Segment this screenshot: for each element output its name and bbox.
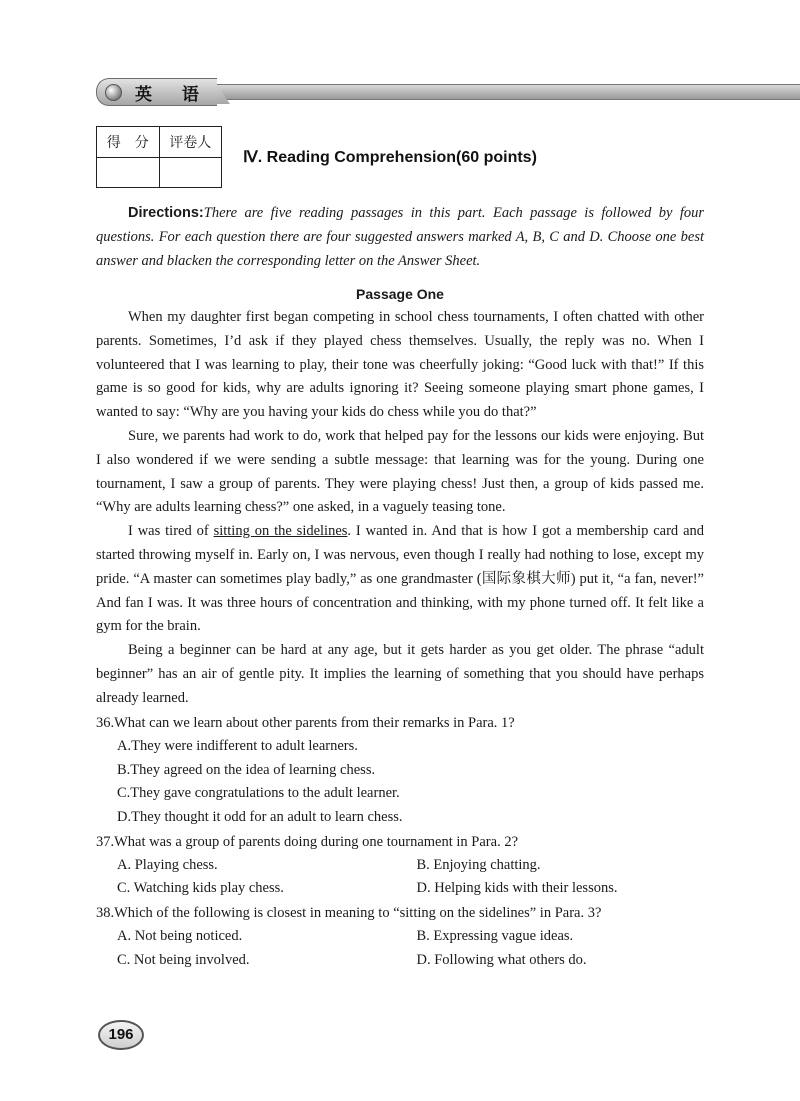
- question-stem: 38.Which of the following is closest in meaning to “sitting on the sidelines” in Para. 3?: [96, 905, 602, 922]
- option-c: C. Watching kids play chess.: [117, 880, 284, 897]
- directions: [96, 201, 704, 273]
- score-header: 得 分: [97, 127, 160, 158]
- option-c: C.They gave congratulations to the adult learner.: [117, 785, 400, 802]
- bullet-icon: [105, 84, 122, 101]
- option-row: [96, 925, 716, 949]
- passage-title: Passage One: [356, 286, 444, 302]
- passage-paragraph-2: Sure, we parents had work to do, work that helped pay for the lessons our kids were enjoying. But I also wondered if we were sending a subtle message: that learning was for the young. During one tournament, I saw a group of parents. They were playing chess! Just then, a group of kids passed me. “Why are adults learning chess?” one asked, in a vaguely teasing tone.: [96, 427, 704, 516]
- option-d: D. Following what others do.: [416, 951, 587, 968]
- subject-banner: [96, 78, 800, 104]
- option-c: C. Not being involved.: [117, 951, 250, 968]
- p3-before: I was tired of: [128, 523, 214, 540]
- option-row: [96, 949, 716, 973]
- option-d: D. Helping kids with their lessons.: [416, 880, 618, 897]
- option-a: A. Playing chess.: [117, 856, 218, 873]
- underlined-phrase: sitting on the sidelines: [213, 523, 348, 540]
- option-row: [96, 854, 716, 878]
- question-37: [96, 830, 716, 901]
- directions-text: There are five reading passages in this part. Each passage is followed by four questions. For each question there are four suggested answers marked A, B, C and D. Choose one best answer and blacken the corresponding letter on the Answer Sheet.: [96, 205, 704, 269]
- question-36: [96, 711, 716, 830]
- option-a: A.They were indifferent to adult learners.: [117, 738, 358, 754]
- score-cell: [97, 158, 160, 188]
- option-b: B.They agreed on the idea of learning chess.: [117, 761, 376, 778]
- page-number: 196: [98, 1020, 144, 1050]
- subject-label: 英 语: [135, 85, 211, 105]
- question-stem: 37.What was a group of parents doing during one tournament in Para. 2?: [96, 833, 519, 850]
- passage-body: [96, 306, 704, 711]
- section-title: Ⅳ. Reading Comprehension(60 points): [243, 149, 537, 166]
- grader-header: 评卷人: [159, 127, 222, 158]
- passage-paragraph-1: When my daughter first began competing in school chess tournaments, I often chatted with other parents. Sometimes, I’d ask if they played chess themselves. Usually, the reply was no. When I volunteered that I was learning to play, their tone was cheerfully joking: “Good luck with that!” If this game is so good for kids, why are adults ignoring it? Seeing someone playing smart phone games, I wanted to say: “Why are you having your kids do chess while you do that?”: [96, 309, 704, 421]
- passage-paragraph-4: Being a beginner can be hard at any age, but it gets harder as you get older. The phrase “adult beginner” has an air of gentle pity. It implies the learning of something that you should have perhaps already learned.: [96, 642, 704, 706]
- question-stem: 36.What can we learn about other parents from their remarks in Para. 1?: [96, 715, 515, 731]
- question-38: [96, 901, 716, 972]
- passage-paragraph-3: [96, 520, 704, 639]
- option-a: A. Not being noticed.: [117, 928, 243, 945]
- banner-tab: [96, 78, 217, 106]
- option-row: [96, 877, 716, 901]
- score-table: [96, 126, 222, 188]
- option-b: B. Expressing vague ideas.: [416, 928, 574, 945]
- option-d: D.They thought it odd for an adult to learn chess.: [117, 809, 403, 826]
- grader-cell: [159, 158, 222, 188]
- banner-stripe: [206, 84, 800, 100]
- questions: [96, 711, 716, 973]
- directions-label: Directions:: [128, 205, 204, 221]
- p3-after: . I wanted in. And that is how I got a membership card and started throwing myself in. Early on, I was nervous, even though I really had nothing to lose, except my pride. “A master can sometimes play badly,” as one grandmaster (国际象棋大师) put it, “a fan, never!” And fan I was. It was three hours of concentration and thinking, with my phone turned off. It felt like a gym for the brain.: [96, 523, 705, 635]
- option-b: B. Enjoying chatting.: [416, 856, 541, 873]
